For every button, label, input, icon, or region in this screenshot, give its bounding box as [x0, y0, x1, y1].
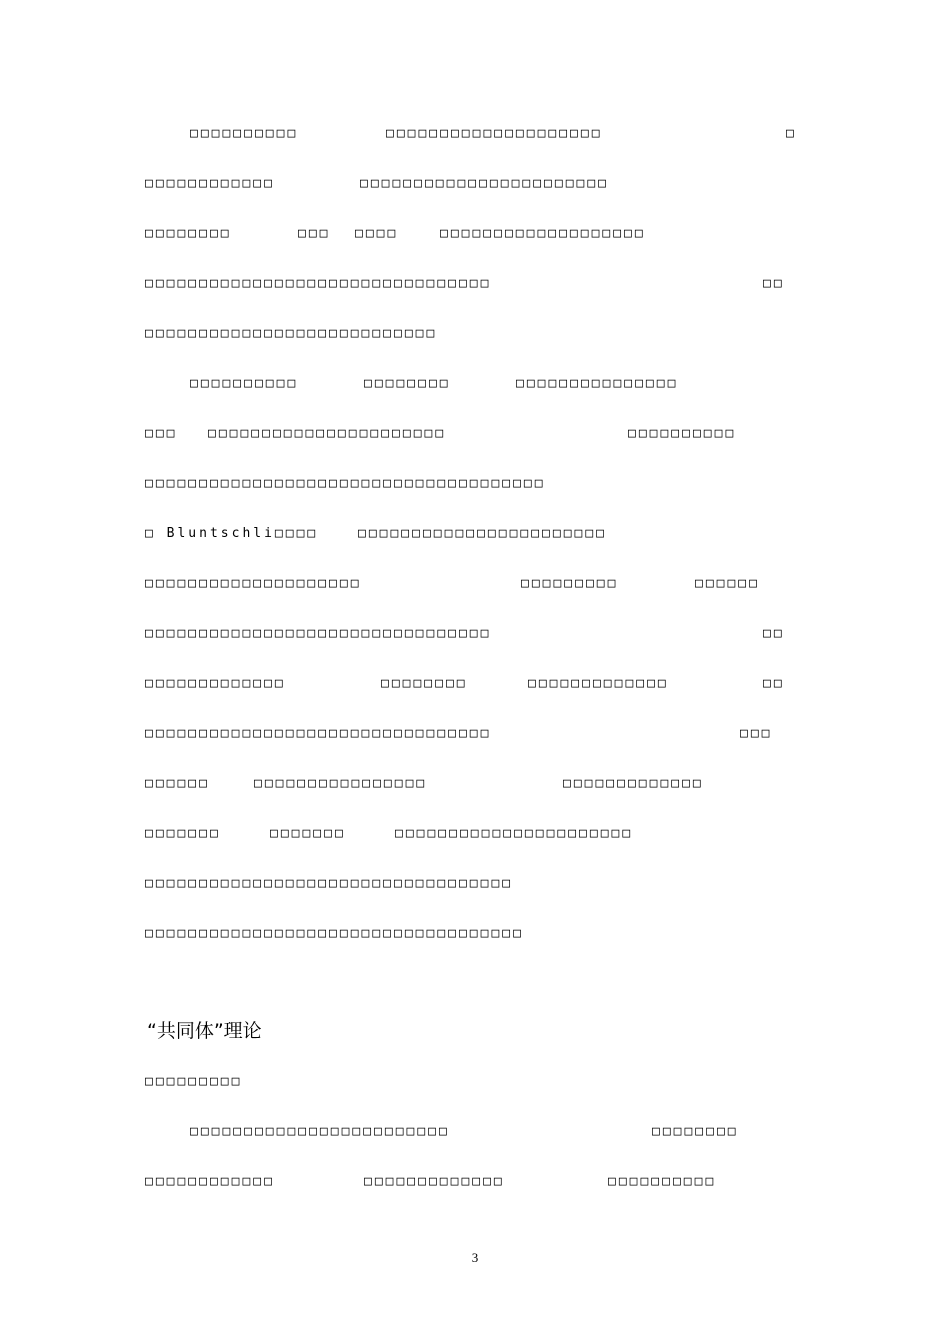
text-line: [0, 872, 950, 896]
text-segment: □□□□□□□□□□□□□□□□□□□: [440, 226, 646, 241]
text-line: [0, 372, 950, 396]
text-segment: □□□□□□□□□□□□□□□□□□□□□□□□: [190, 1124, 450, 1139]
text-line: [0, 1170, 950, 1194]
text-line: [0, 222, 950, 246]
text-segment: □□□□□□□□□□□□: [145, 176, 275, 191]
text-segment: □□□□□□□□□□□□□□□□: [254, 776, 428, 791]
text-line: [0, 172, 950, 196]
text-line: [0, 322, 950, 346]
text-segment: □□□□□□□□□□□□□□□□□□□□□□□□□□□□□□□□: [145, 726, 492, 741]
section-heading: “共同体”理论: [147, 1020, 262, 1042]
text-segment: □□□: [740, 726, 773, 741]
text-segment: □□□□□□□: [270, 826, 346, 841]
text-line: [0, 472, 950, 496]
text-segment: □□□□□□□□□□□□□□□□□□□□□□□□□□□□□□□□□□□: [145, 926, 524, 941]
text-segment: □□□□□□□□: [652, 1124, 739, 1139]
text-segment: □□□□□□□□□□□□□: [145, 676, 286, 691]
text-segment: □□: [763, 626, 785, 641]
text-segment: □□: [763, 276, 785, 291]
text-segment: □□□□□□: [695, 576, 760, 591]
text-segment: □□□□□□□□□□□□□: [364, 1174, 505, 1189]
text-segment: □□□□□□□□□□□□□□□: [516, 376, 679, 391]
text-segment: □□□□□□□□□□□□□□□□□□□□: [145, 576, 362, 591]
text-segment: □□□□□□□□□□□□□□□□□□□□□□: [395, 826, 634, 841]
page-number: 3: [471, 1250, 479, 1265]
text-segment: □□□□□□□□□□□□□□□□□□□□□□□: [360, 176, 610, 191]
text-line: [0, 122, 950, 146]
text-segment: □□□□□□□□□□□□□□□□□□□□□□□: [358, 526, 608, 541]
text-segment: □□□□: [355, 226, 399, 241]
text-segment: □ Bluntschli□□□□: [145, 526, 319, 541]
text-segment: □□□□□□□□□□□□□□□□□□□□: [386, 126, 603, 141]
text-segment: □□□□□□□□□□□□□: [528, 676, 669, 691]
text-line: [0, 1070, 950, 1094]
text-segment: □□□□□□□□□□: [190, 126, 299, 141]
text-segment: □□□□□□□□: [145, 226, 232, 241]
text-segment: □□□□□□□□□□: [628, 426, 737, 441]
text-line: [0, 1120, 950, 1144]
text-segment: □□□□□□□□: [364, 376, 451, 391]
text-line: [0, 272, 950, 296]
text-segment: □: [786, 126, 797, 141]
text-line: [0, 572, 950, 596]
text-line: [0, 922, 950, 946]
text-segment: □□□□□□□□□: [145, 1074, 243, 1089]
text-segment: □□□: [298, 226, 331, 241]
text-segment: □□□: [145, 426, 178, 441]
text-segment: □□□□□□□□□□: [608, 1174, 717, 1189]
text-line: [0, 422, 950, 446]
text-segment: □□□□□□□□□□: [190, 376, 299, 391]
text-segment: □□□□□□□□□: [521, 576, 619, 591]
text-segment: □□□□□□□□□□□□□□□□□□□□□□□□□□□□□□□□: [145, 626, 492, 641]
text-line: [0, 522, 950, 546]
text-segment: □□□□□□□□□□□□□□□□□□□□□□□□□□□□□□□□□□□□□: [145, 476, 546, 491]
text-segment: □□□□□□□□□□□□□□□□□□□□□□□□□□□: [145, 326, 438, 341]
text-segment: □□□□□□: [145, 776, 210, 791]
text-line: [0, 822, 950, 846]
text-line: [0, 622, 950, 646]
text-segment: □□□□□□□□: [381, 676, 468, 691]
text-segment: □□: [763, 676, 785, 691]
text-segment: □□□□□□□: [145, 826, 221, 841]
text-segment: □□□□□□□□□□□□□□□□□□□□□□□□□□□□□□□□□□: [145, 876, 514, 891]
text-line: [0, 722, 950, 746]
text-segment: □□□□□□□□□□□□□□□□□□□□□□□□□□□□□□□□: [145, 276, 492, 291]
text-line: [0, 772, 950, 796]
text-segment: □□□□□□□□□□□□□□□□□□□□□□: [208, 426, 447, 441]
text-line: [0, 672, 950, 696]
text-segment: □□□□□□□□□□□□□: [563, 776, 704, 791]
text-segment: □□□□□□□□□□□□: [145, 1174, 275, 1189]
